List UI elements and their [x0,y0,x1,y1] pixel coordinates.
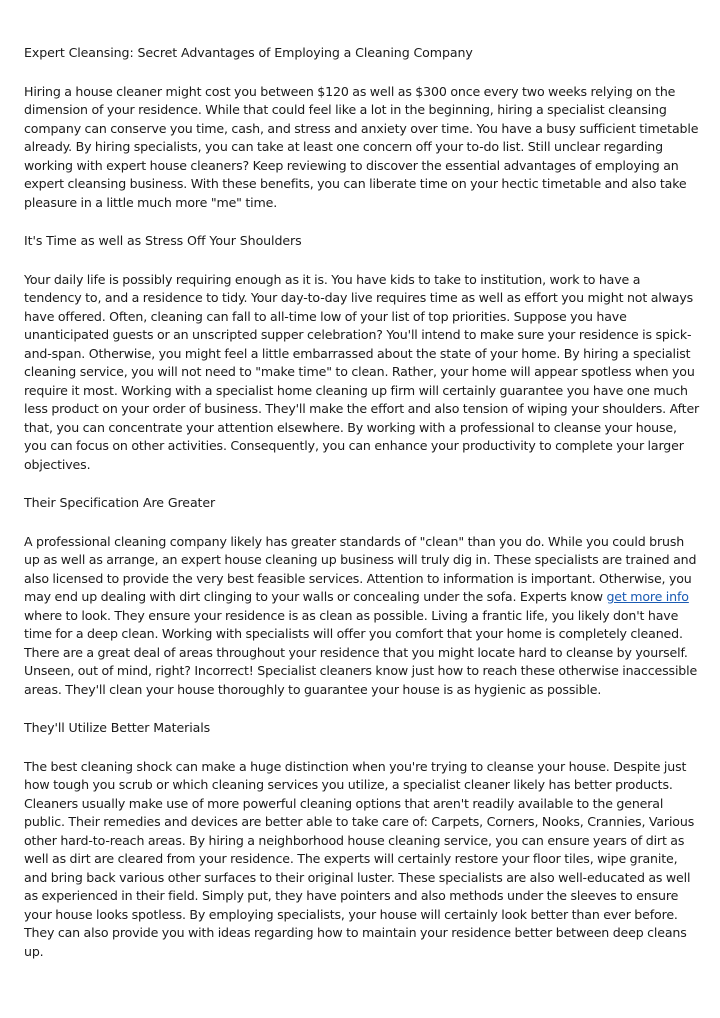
get-more-info-link[interactable]: get more info [606,589,689,605]
article-title: Expert Cleansing: Secret Advantages of Employing a Cleaning Company [24,45,473,60]
standards-text-after-link: where to look. They ensure your residence is as clean as possible. Living a frantic life, you likely don't have time for a deep clean. Working with specialists will offer you comfort that your home is completely cleaned. There are a great deal of areas throughout your residence that you might locate hard to cleanse by yourself. Unseen, out of mind, right? Incorrect! Specialist cleaners know just how to reach these otherwise inaccessible areas. They'll clean your house thoroughly to guarantee your house is as hygienic as possible. [24,607,698,697]
standards-text-before-link: A professional cleaning company likely has greater standards of "clean" than you do. While you could brush up as well as arrange, an expert house cleaning up business will truly dig in. These specialists are trained and also licensed to provide the very best feasible services. Attention to information is important. Otherwise, you may end up dealing with dirt clinging to your walls or concealing under the sofa. Experts know [24,533,697,605]
section-heading-standards: Their Specification Are Greater [24,495,216,511]
section-body-materials: The best cleaning shock can make a huge distinction when you're trying to cleanse your house. Despite just how tough you scrub or which cleaning services you utilize, a specialist cleaner likely has better products. Cleaners usually make use of more powerful cleaning options that aren't readily available to the general public. Their remedies and devices are better able to take care of: Carpets, Corners, Nooks, Crannies, Various other hard-to-reach areas. By hiring a neighborhood house cleaning service, you can ensure years of dirt as well as dirt are cleared from your residence. The experts will certainly restore your floor tiles, wipe granite, and bring back various other surfaces to their original luster. These specialists are also well-educated as well as experienced in their field. Simply put, they have pointers and also methods under the sleeves to ensure your house looks spotless. By employing specialists, your house will certainly look better than ever before. They can also provide you with ideas regarding how to maintain your residence better between deep cleans up. [24,758,695,959]
article [24,44,700,981]
section-heading-stress: It's Time as well as Stress Off Your Shoulders [24,233,302,249]
section-body-standards [24,533,700,700]
section-heading-materials: They'll Utilize Better Materials [24,720,211,736]
intro-paragraph: Hiring a house cleaner might cost you between $120 as well as $300 once every two weeks relying on the dimension of your residence. While that could feel like a lot in the beginning, hiring a specialist cleansing company can conserve you time, cash, and stress and anxiety over time. You have a busy sufficient timetable already. By hiring specialists, you can take at least one concern off your to-do list. Still unclear regarding working with expert house cleaners? Keep reviewing to discover the essential advantages of employing an expert cleansing business. With these benefits, you can liberate time on your hectic timetable and also take pleasure in a little much more "me" time. [24,83,699,210]
section-body-stress: Your daily life is possibly requiring enough as it is. You have kids to take to institution, work to have a tendency to, and a residence to tidy. Your day-to-day live requires time as well as effort you might not always have offered. Often, cleaning can fall to all-time low of your list of top priorities. Suppose you have unanticipated guests or an unscripted supper celebration? You'll intend to make sure your residence is spick-and-span. Otherwise, you might feel a little embarrassed about the state of your home. By hiring a specialist cleaning service, you will not need to "make time" to clean. Rather, your home will appear spotless when you require it most. Working with a specialist home cleaning up firm will certainly guarantee you have one much less product on your order of business. They'll make the effort and also tension of wiping your shoulders. After that, you can concentrate your attention elsewhere. By working with a professional to cleanse your house, you can focus on other activities. Consequently, you can enhance your productivity to complete your larger objectives. [24,271,700,472]
